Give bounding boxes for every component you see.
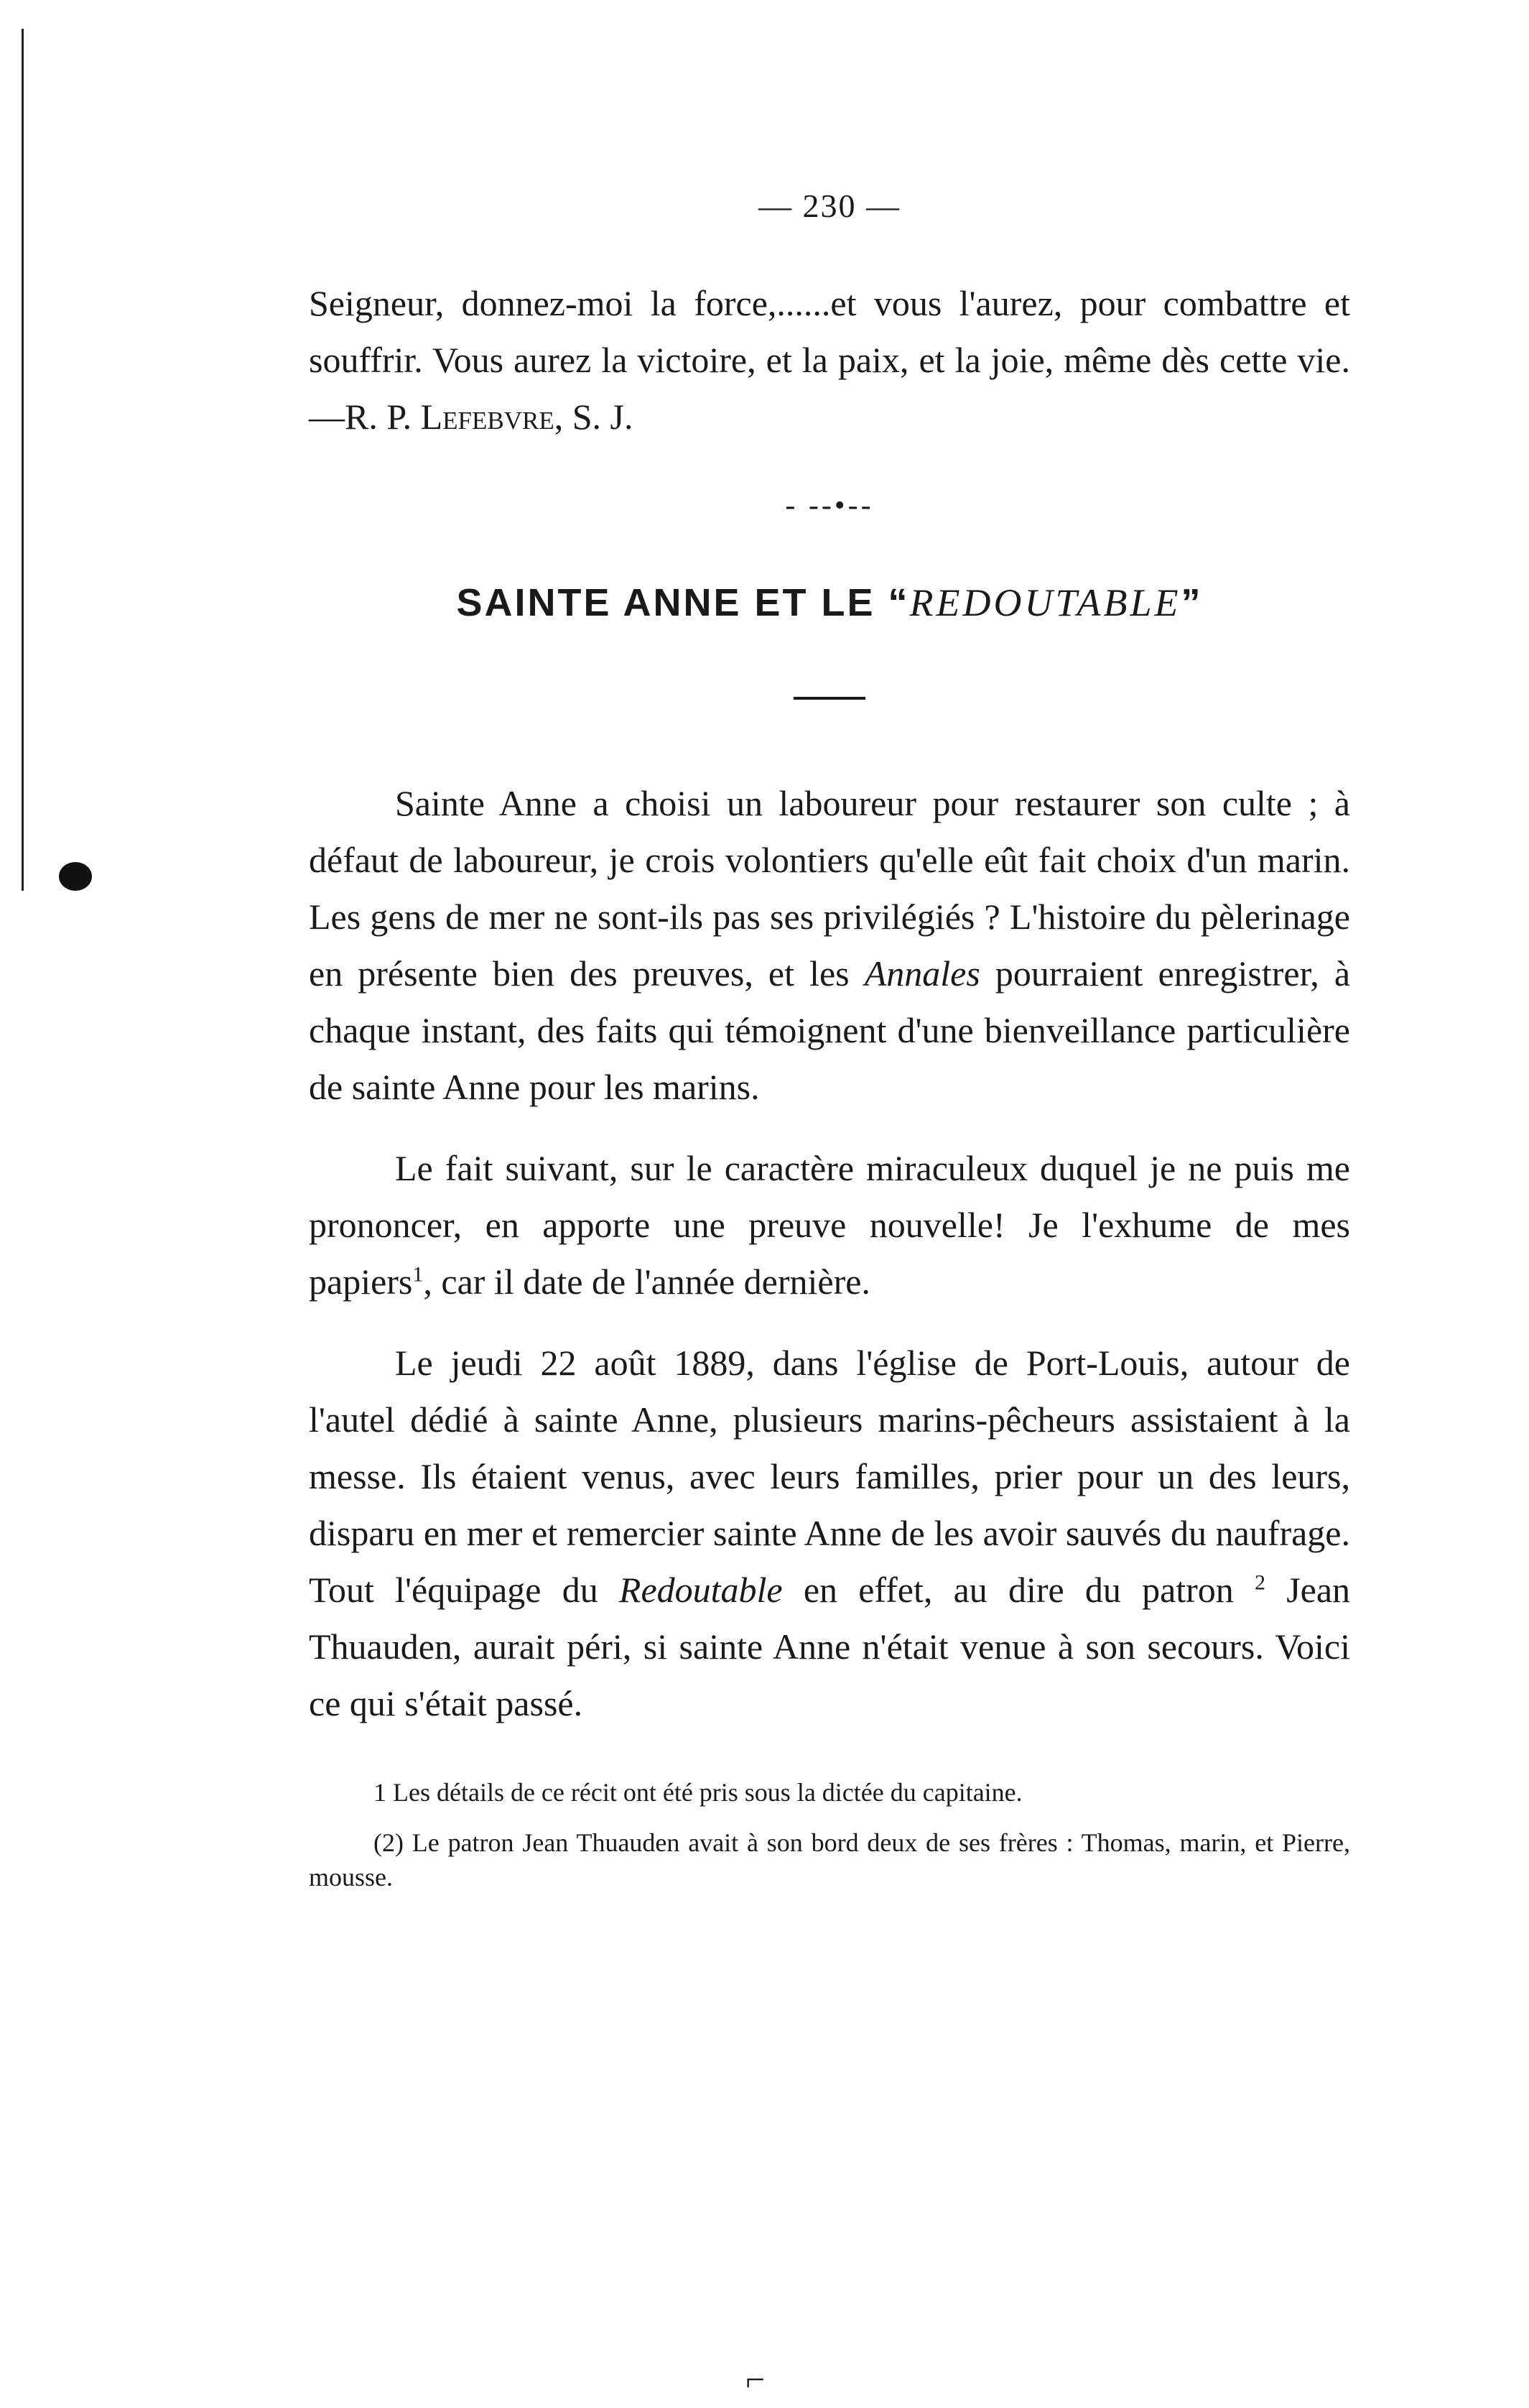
paragraph-3-text-end: Jean Thuauden, aurait péri, si sainte Anne n'était venue à son secours. Voici ce qui s'était passé. bbox=[309, 1570, 1351, 1723]
paragraph-2-text: Le fait suivant, sur le caractère miraculeux duquel je ne puis me prononcer, en apporte une preuve nouvelle! Je l'exhume de mes papiers bbox=[309, 1148, 1350, 1302]
quote-author-suffix: , S. J. bbox=[554, 397, 633, 437]
paragraph-2-text-end: , car il date de l'année dernière. bbox=[423, 1261, 870, 1302]
page-number: — 230 — bbox=[758, 187, 901, 224]
annales-italic: Annales bbox=[864, 953, 980, 994]
bottom-printer-mark: ⌐ bbox=[745, 2361, 766, 2399]
ink-blot bbox=[59, 862, 92, 891]
quote-author: Lefebvre bbox=[420, 397, 554, 437]
paragraph-1-text-end: pourraient enregistrer, à chaque instant, des faits qui témoignent d'une bienveillance particulière de sainte Anne pour les marins. bbox=[309, 953, 1351, 1107]
title-rule bbox=[794, 697, 865, 700]
footnote-ref-1: 1 bbox=[412, 1262, 424, 1287]
paragraph-3-text: Le jeudi 22 août 1889, dans l'église de Port-Louis, autour de l'autel dédié à sainte Anne, plusieurs marins-pêcheurs assistaient à la messe. Ils étaient venus, avec leurs familles, prier pour un des leurs, disparu en mer et remercier sainte Anne de les avoir sauvés du naufrage. Tout l'équipage du bbox=[309, 1343, 1350, 1610]
section-title-main: SAINTE ANNE ET LE “ bbox=[456, 581, 910, 624]
footnote-1: 1 Les détails de ce récit ont été pris sous la dictée du capitaine. bbox=[373, 1778, 1023, 1807]
opening-quote-text: Seigneur, donnez-moi la force,......et vous l'aurez, pour combattre et souffrir. Vous aurez la victoire, et la paix, et la joie, même dès cette vie.—R. P. bbox=[309, 283, 1350, 437]
opening-quote bbox=[309, 275, 1350, 445]
section-ornament: - --•-- bbox=[785, 489, 874, 522]
paragraph-1 bbox=[309, 775, 1350, 1116]
footnote-2: (2) Le patron Jean Thuauden avait à son bord deux de ses frères : Thomas, marin, et Pierre, mousse. bbox=[309, 1828, 1350, 1891]
section-title bbox=[309, 580, 1350, 625]
redoutable-italic: Redoutable bbox=[618, 1570, 783, 1610]
paragraph-3 bbox=[309, 1335, 1350, 1732]
footnotes bbox=[309, 1775, 1350, 1894]
margin-scan-line bbox=[22, 589, 24, 805]
paragraph-1-text: Sainte Anne a choisi un laboureur pour restaurer son culte ; à défaut de laboureur, je crois volontiers qu'elle eût fait choix d'un marin. Les gens de mer ne sont-ils pas ses privilégiés ? L'histoire du pèlerinage en présente bien des preuves, et les bbox=[309, 783, 1350, 994]
section-title-end: ” bbox=[1181, 581, 1203, 624]
book-page bbox=[309, 187, 1350, 1910]
paragraph-3-text-mid: en effet, au dire du patron bbox=[803, 1570, 1234, 1610]
section-title-italic: REDOUTABLE bbox=[909, 581, 1181, 624]
footnote-ref-2: 2 bbox=[1255, 1570, 1266, 1595]
paragraph-2 bbox=[309, 1140, 1350, 1310]
